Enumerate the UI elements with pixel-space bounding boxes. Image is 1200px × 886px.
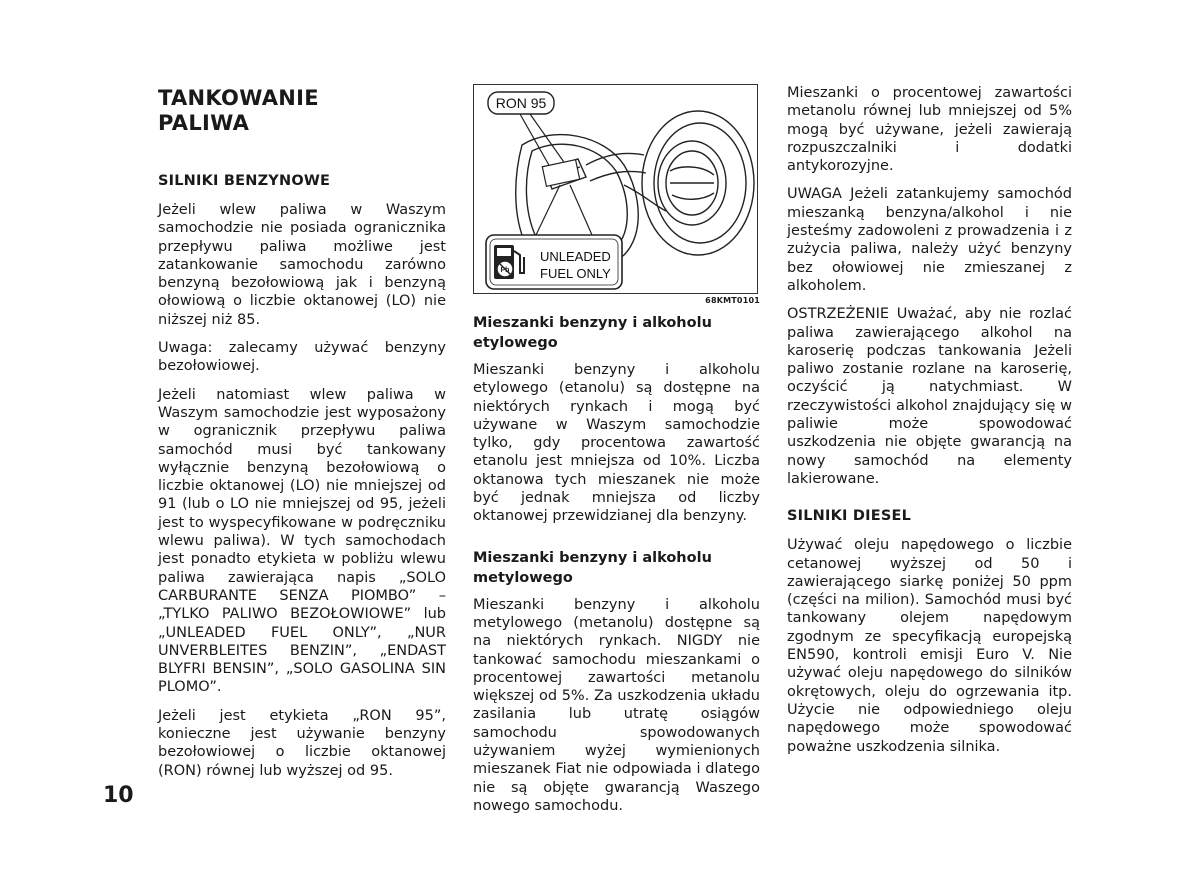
paragraph: UWAGA Jeżeli zatankujemy samochód mieszanką benzyna/alkohol i nie jesteśmy zadowoleni z prowadzenia i z zużycia paliwa, należy użyć benzyny bez ołowiowej nie zmieszanej z alkoholem. (787, 186, 1072, 294)
title-line-1: TANKOWANIE (158, 86, 319, 110)
ron-95-label: RON 95 (495, 95, 547, 111)
paragraph: Jeżeli wlew paliwa w Waszym samochodzie nie posiada ogranicznika przepływu paliwa możliwe jest zatankowanie samochodu zarówno benzyną bezołowiową jak i benzyną ołowiową o liczbie oktanowej (LO) nie niższej niż 85. (158, 202, 446, 328)
section-heading-ethanol: Mieszanki benzyny i alkoholu etylowego (473, 315, 712, 351)
page-number: 10 (103, 783, 134, 808)
paragraph: Mieszanki benzyny i alkoholu etylowego (etanolu) są dostępne na niektórych rynkach i mogą być używane w Waszym samochodzie tylko, gdy procentowa zawartość etanolu jest mniejsza od 10%. Liczba oktanowa tych mieszanek nie może być jednak mniejsza od liczby oktanowej przewidzianej dla benzyny. (473, 362, 760, 525)
paragraph: Mieszanki o procentowej zawartości metanolu równej lub mniejszej od 5% mogą być używane, jeżeli zawierają rozpuszczalniki i dodatki antykorozyjne. (787, 85, 1072, 175)
paragraph: OSTRZEŻENIE Uważać, aby nie rozlać paliwa zawierającego alkohol na karoserię podczas tankowania Jeżeli paliwo zostanie rozlane na karoserię, oczyścić ją natychmiast. W rzeczywistości alkohol znajdujący się w paliwie może spowodować uszkodzenia nie objęte gwarancją na nowy samochód na elementy lakierowane. (787, 306, 1072, 487)
page-title (158, 86, 446, 136)
paragraph: Używać oleju napędowego o liczbie cetanowej wyższej od 50 i zawierającego siarkę poniżej 50 ppm (części na milion). Samochód musi być tankowany olejem napędowym zgodnym ze specyfikacją europejską EN590, kontroli emisji Euro V. Nie używać oleju napędowego do silników okrętowych, oleju do ogrzewania itp. Użycie nie odpowiedniego oleju napędowego może spowodować poważne uszkodzenia silnika. (787, 537, 1072, 755)
unleaded-label-line-1: UNLEADED (540, 249, 611, 264)
section-heading-petrol: SILNIKI BENZYNOWE (158, 173, 331, 189)
figure-code: 68KMT0101 (705, 296, 760, 305)
unleaded-label-line-2: FUEL ONLY (540, 266, 611, 281)
column-right (787, 84, 1072, 756)
section-heading-diesel: SILNIKI DIESEL (787, 508, 912, 525)
fuel-flap-illustration (473, 84, 758, 294)
paragraph: Uwaga: zalecamy używać benzyny bezołowiowej. (158, 340, 446, 375)
column-left (158, 84, 446, 780)
svg-text:Pb: Pb (500, 267, 510, 274)
title-line-2: PALIWA (158, 111, 250, 135)
paragraph: Mieszanki benzyny i alkoholu metylowego (metanolu) dostępne są na niektórych rynkach. NIGDY nie tankować samochodu mieszankami o procentowej zawartości metanolu większej od 5%. Za uszkodzenia układu zasilania lub utratę osiągów samochodu spowodowanych używaniem wyżej wymienionych mieszanek Fiat nie odpowiada i dlatego nie są objęte gwarancją Waszego nowego samochodu. (473, 596, 760, 814)
section-heading-methanol: Mieszanki benzyny i alkoholu metylowego (473, 549, 712, 586)
column-middle (473, 84, 760, 815)
paragraph: Jeżeli natomiast wlew paliwa w Waszym samochodzie jest wyposażony w ogranicznik przepływu paliwa samochód musi być tankowany wyłącznie benzyną bezołowiową o liczbie oktanowej (LO) nie mniejszej od 91 (lub o LO nie mniejszej od 95, jeżeli jest to wyspecyfikowane w podręczniku wlewu paliwa). W tych samochodach jest ponadto etykieta w pobliżu wlewu paliwa zawierająca napis „SOLO CARBURANTE SENZA PIOMBO” – „TYLKO PALIWO BEZOŁOWIOWE” lub „UNLEADED FUEL ONLY”, „NUR UNVERBLEITES BENZIN”, „ENDAST BLYFRI BENSIN”, „SOLO GASOLINA SIN PLOMO”. (158, 386, 446, 696)
fuel-flap-drawing (474, 85, 757, 293)
paragraph: Jeżeli jest etykieta „RON 95”, konieczne jest używanie benzyny bezołowiowej o liczbie oktanowej (RON) równej lub wyższej od 95. (158, 707, 446, 779)
